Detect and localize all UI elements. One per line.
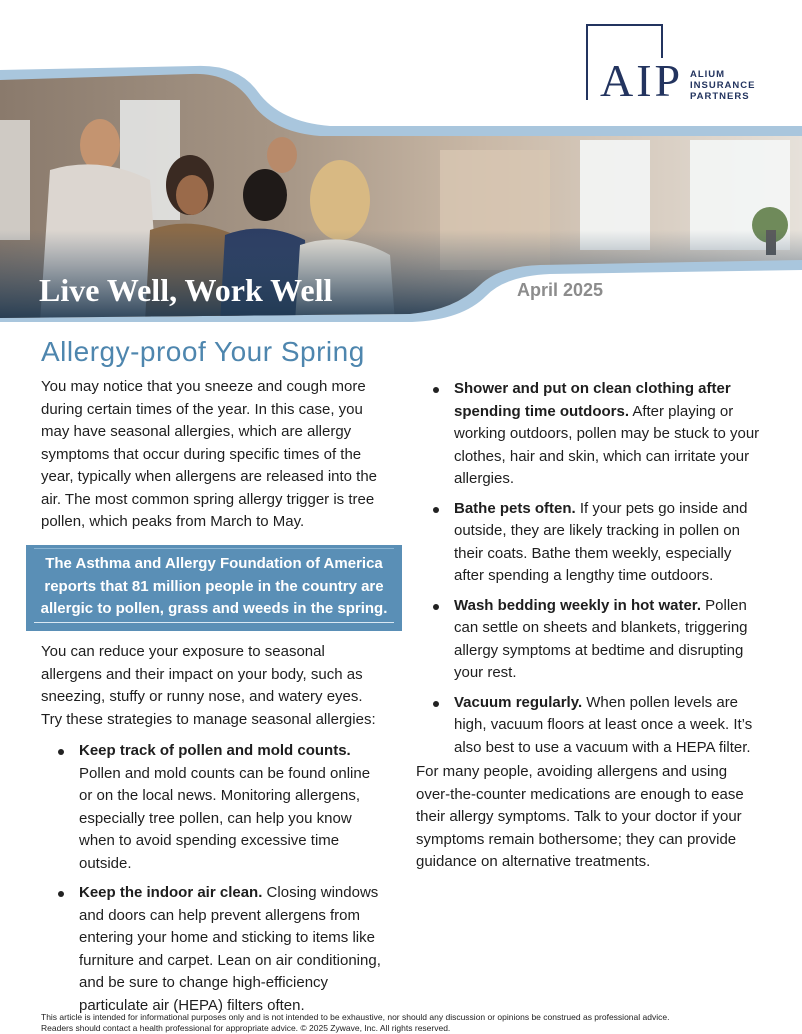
tip-heading: Shower and put on clean clothing after spending time outdoors. [454, 380, 731, 420]
tip-text: After playing or working outdoors, pollen may be stuck to your clothes, hair and skin, which can irritate your allergies. [454, 402, 760, 487]
tip-heading: Vacuum regularly. [454, 693, 583, 711]
disclaimer-line: Readers should contact a health professional for appropriate advice. © 2025 Zywave, Inc. All rights reserved. [41, 1023, 451, 1033]
tip-heading: Keep track of pollen and mold counts. [79, 742, 351, 759]
logo-line: PARTNERS [690, 91, 750, 102]
list-item [416, 498, 764, 588]
tip-heading: Keep the indoor air clean. [79, 884, 263, 901]
list-item [416, 692, 764, 760]
intro-paragraph: You may notice that you sneeze and cough more during certain times of the year. In this case, you may have seasonal allergies, which are allergy symptoms that occur during specific times of the year, typically when allergens are released into the air. The most common spring allergy trigger is tree pollen, which peaks from March to May. [41, 378, 378, 530]
bullet-icon [58, 891, 64, 897]
right-tips-list [416, 378, 764, 759]
tip-heading: Wash bedding weekly in hot water. [454, 596, 701, 614]
closing-paragraph: For many people, avoiding allergens and using over-the-counter medications are enough to ease their allergy symptoms. Talk to your doctor if your symptoms remain bothersome; they can provide guidance on alternative treatments. [416, 763, 744, 870]
issue-date: April 2025 [517, 280, 604, 300]
right-column [416, 378, 764, 874]
list-item [41, 740, 386, 875]
bullet-icon [433, 387, 439, 393]
tip-text: When pollen levels are high, vacuum floors at least once a week. It’s also best to use a vacuum with a HEPA filter. [454, 693, 753, 756]
left-column [41, 376, 386, 534]
bullet-icon [433, 701, 439, 707]
tip-text: If your pets go inside and outside, they are likely tracking in pollen on their coats. Bathe them weekly, especially after spending a lengthy time outdoors. [454, 499, 748, 584]
newsletter-title: Live Well, Work Well [39, 272, 333, 308]
list-item [41, 882, 386, 1017]
bullet-icon [58, 749, 64, 755]
disclaimer [41, 1012, 781, 1034]
article-title: Allergy-proof Your Spring [41, 336, 365, 367]
stat-callout: The Asthma and Allergy Foundation of America reports that 81 million people in the country are allergic to pollen, grass and weeds in the spring. [26, 545, 402, 631]
bullet-icon [433, 507, 439, 513]
left-tips-list [41, 740, 386, 1017]
logo-mark: AIP [600, 58, 687, 104]
tip-heading: Bathe pets often. [454, 499, 576, 517]
disclaimer-line: This article is intended for informational purposes only and is not intended to be exhaustive, nor should any discussion or opinions be construed as professional advice. [41, 1012, 670, 1022]
bullet-icon [433, 604, 439, 610]
tip-text: Closing windows and doors can help prevent allergens from entering your home and sticking to items like furniture and carpet. Lean on air conditioning, and be sure to change high-efficiency particulate air (HEPA) filters often. [79, 884, 381, 1014]
logo-line: INSURANCE [690, 80, 756, 91]
logo-line: ALIUM [690, 69, 726, 80]
list-item [416, 595, 764, 685]
left-column-lower [41, 641, 386, 1024]
tip-text: Pollen can settle on sheets and blankets, triggering allergy symptoms at bedtime and disrupting your rest. [454, 596, 748, 681]
tip-text: Pollen and mold counts can be found online or on the local news. Monitoring allergens, especially tree pollen, can help you know when to avoid spending excessive time outside. [79, 764, 371, 872]
strategies-intro: You can reduce your exposure to seasonal allergens and their impact on your body, such as sneezing, stuffy or runny nose, and watery eyes. Try these strategies to manage seasonal allergies: [41, 643, 376, 728]
list-item [416, 378, 764, 491]
